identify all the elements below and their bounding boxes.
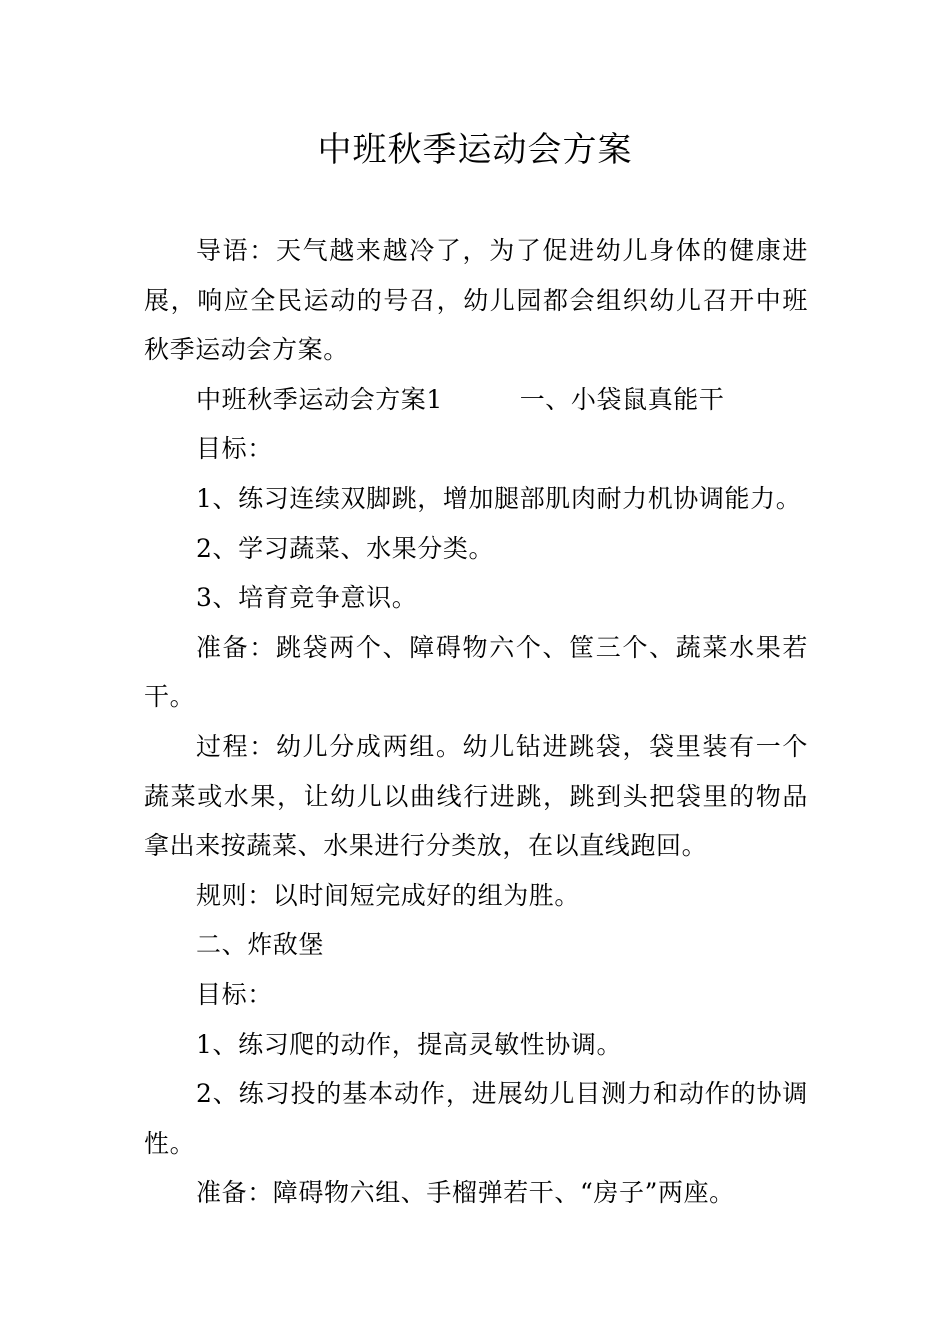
document-body (144, 226, 808, 1218)
paragraph-rule-1: 规则：以时间短完成好的组为胜。 (196, 880, 581, 910)
paragraph-preparation-1: 准备：跳袋两个、障碍物六个、筐三个、蔬菜水果若干。 (144, 632, 808, 712)
paragraph-goal-2-2: 2、练习投的基本动作，进展幼儿目测力和动作的协调性。 (144, 1079, 808, 1158)
paragraph-goal-2-1: 1、练习爬的动作，提高灵敏性协调。 (196, 1029, 623, 1059)
document-title: 中班秋季运动会方案 (317, 130, 633, 170)
paragraph-goal-1-2: 2、学习蔬菜、水果分类。 (196, 533, 495, 563)
paragraph-intro: 导语：天气越来越冷了，为了促进幼儿身体的健康进展，响应全民运动的号召，幼儿园都会组织幼儿召开中班秋季运动会方案。 (144, 236, 808, 365)
paragraph-plan-heading: 中班秋季运动会方案1 一、小袋鼠真能干 (196, 384, 725, 414)
paragraph-goal-1-3: 3、培育竞争意识。 (196, 583, 418, 613)
paragraph-section-2-heading: 二、炸敌堡 (196, 930, 325, 960)
paragraph-goal-1-1: 1、练习连续双脚跳，增加腿部肌肉耐力机协调能力。 (196, 483, 802, 513)
paragraph-preparation-2: 准备：障碍物六组、手榴弹若干、“房子”两座。 (196, 1178, 735, 1208)
paragraph-goal-label-1: 目标： (196, 434, 273, 464)
paragraph-process-1: 过程：幼儿分成两组。幼儿钻进跳袋，袋里装有一个蔬菜或水果，让幼儿以曲线行进跳，跳到头把袋里的物品拿出来按蔬菜、水果进行分类放，在以直线跑回。 (144, 731, 808, 861)
paragraph-goal-label-2: 目标： (196, 979, 273, 1009)
